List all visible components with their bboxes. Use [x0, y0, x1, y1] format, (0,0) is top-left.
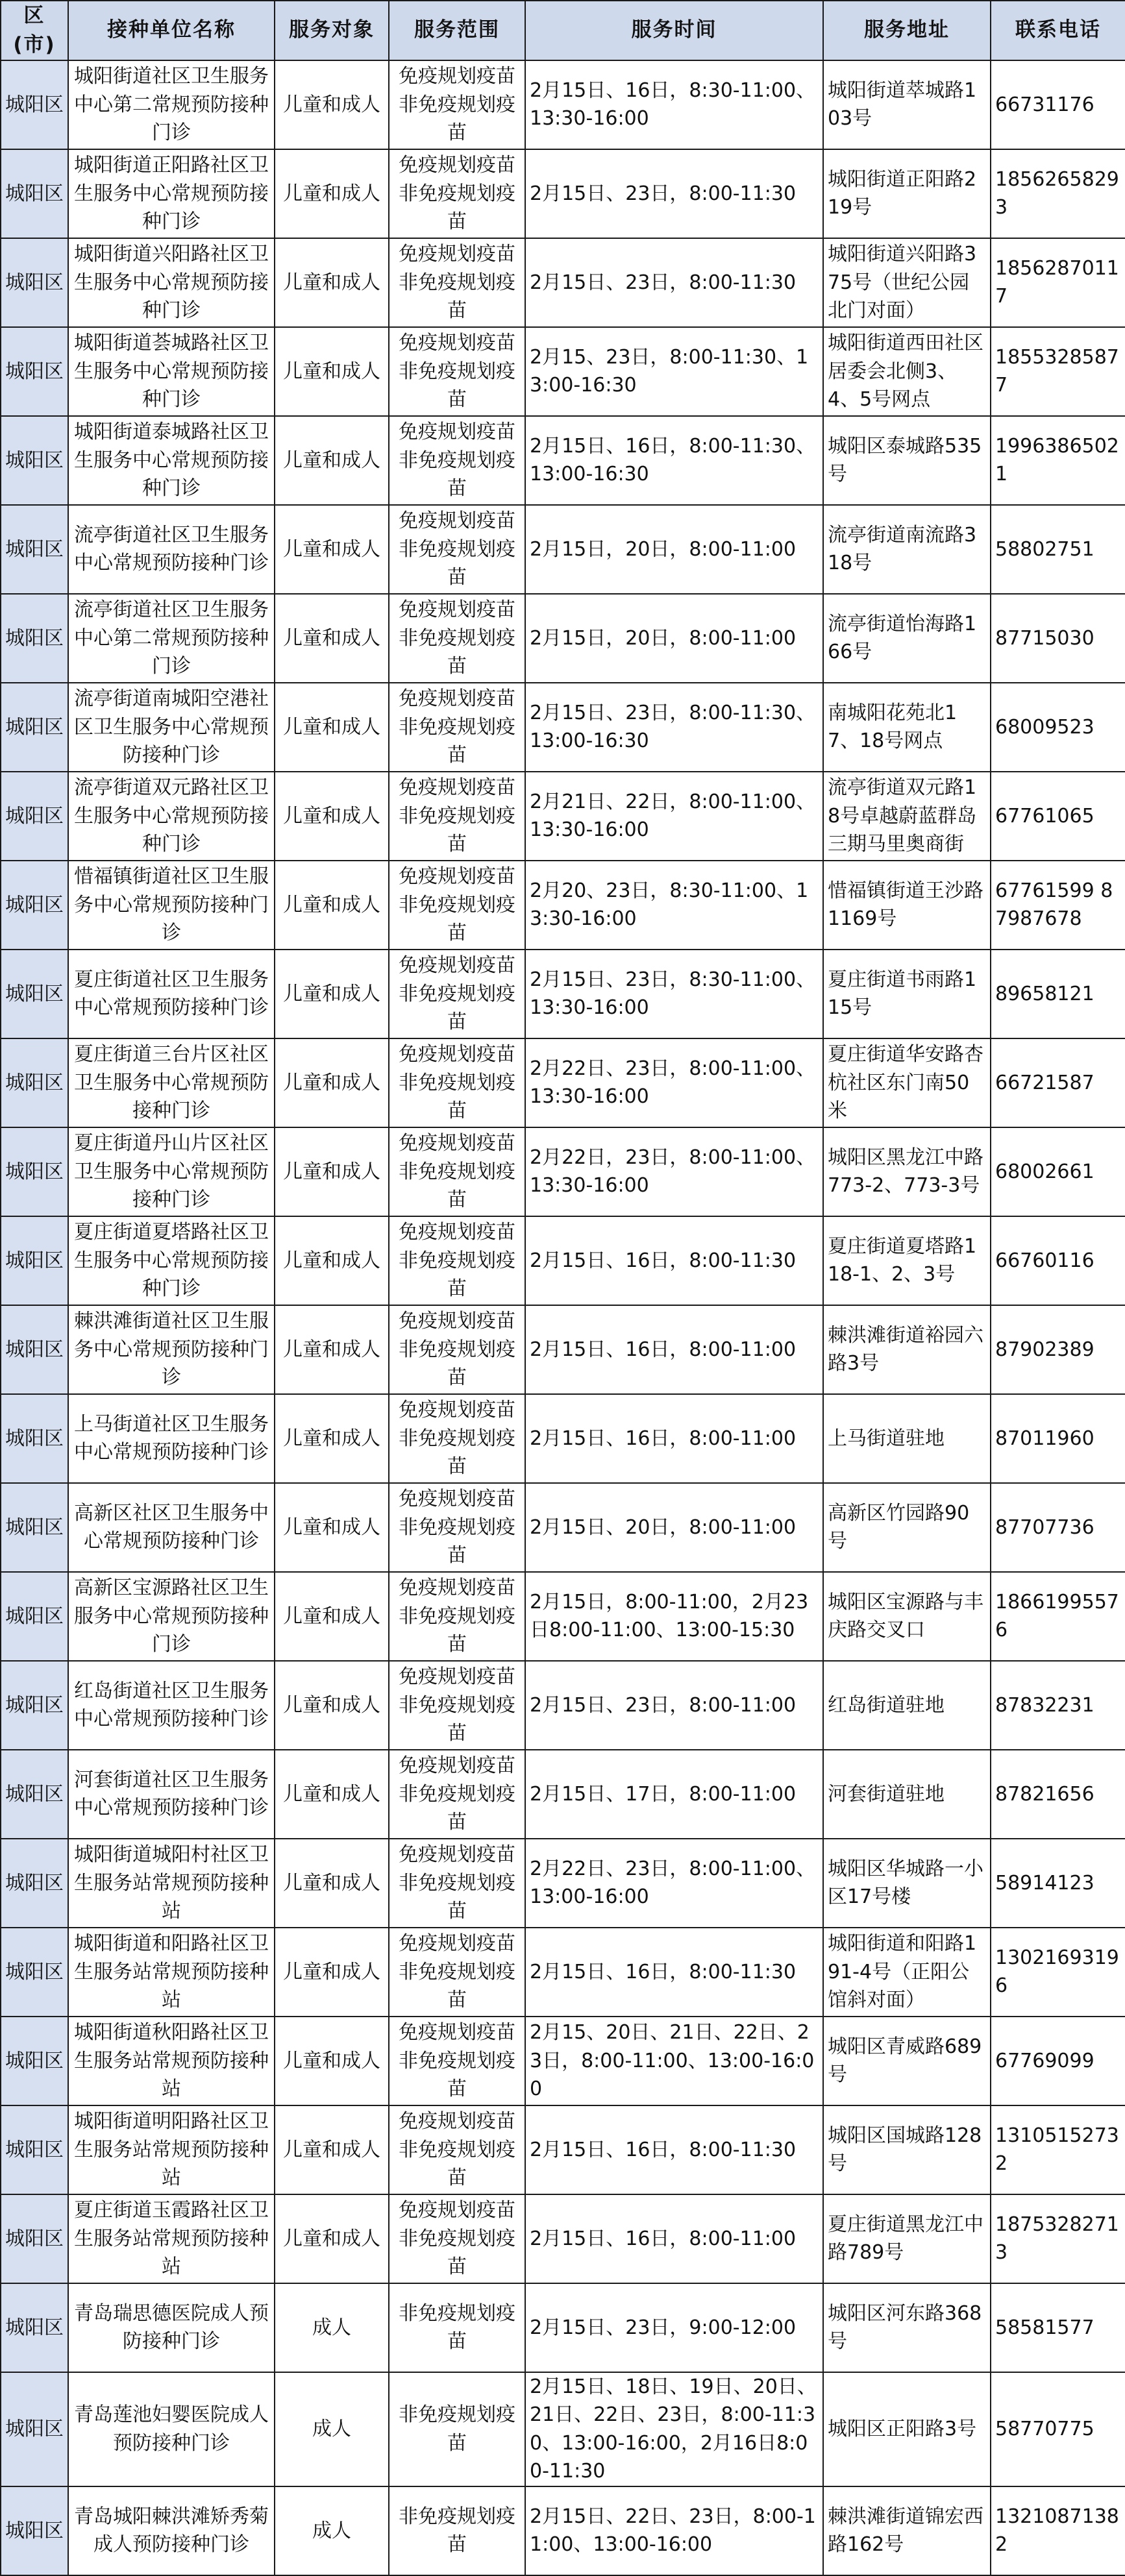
- table-row: [1, 683, 1125, 772]
- district-cell: 城阳区: [1, 327, 68, 416]
- service-address-cell: 红岛街道驻地: [823, 1661, 991, 1750]
- service-target-cell: 儿童和成人: [275, 2194, 389, 2283]
- district-cell: 城阳区: [1, 416, 68, 505]
- service-scope-cell: 免疫规划疫苗非免疫规划疫苗: [389, 1038, 525, 1127]
- unit-name-cell: 棘洪滩街道社区卫生服务中心常规预防接种门诊: [68, 1305, 275, 1394]
- service-target-cell: 儿童和成人: [275, 149, 389, 238]
- table-row: [1, 1305, 1125, 1394]
- service-address-cell: 流亭街道双元路18号卓越蔚蓝群岛三期马里奥商街: [823, 772, 991, 861]
- service-address-cell: 城阳区黑龙江中路773-2、773-3号: [823, 1127, 991, 1216]
- unit-name-cell: 惜福镇街道社区卫生服务中心常规预防接种门诊: [68, 861, 275, 950]
- service-time-cell: 2月22日、23日，8:00-11:00、13:00-16:00: [525, 1839, 823, 1928]
- service-scope-cell: 免疫规划疫苗非免疫规划疫苗: [389, 683, 525, 772]
- service-scope-cell: 免疫规划疫苗非免疫规划疫苗: [389, 60, 525, 149]
- column-header-phone: 联系电话: [991, 1, 1125, 60]
- phone-cell: 18562870117: [991, 238, 1125, 327]
- table-row: [1, 1394, 1125, 1483]
- district-cell: 城阳区: [1, 1216, 68, 1305]
- service-scope-cell: 免疫规划疫苗非免疫规划疫苗: [389, 1661, 525, 1750]
- unit-name-cell: 城阳街道泰城路社区卫生服务中心常规预防接种门诊: [68, 416, 275, 505]
- service-scope-cell: 免疫规划疫苗非免疫规划疫苗: [389, 327, 525, 416]
- service-scope-cell: 免疫规划疫苗非免疫规划疫苗: [389, 1216, 525, 1305]
- district-cell: 城阳区: [1, 950, 68, 1038]
- service-target-cell: 儿童和成人: [275, 505, 389, 594]
- district-cell: 城阳区: [1, 1127, 68, 1216]
- service-time-cell: 2月21日、22日，8:00-11:00、13:30-16:00: [525, 772, 823, 861]
- service-time-cell: 2月15、23日，8:00-11:30、13:00-16:30: [525, 327, 823, 416]
- service-address-cell: 上马街道驻地: [823, 1394, 991, 1483]
- service-target-cell: 儿童和成人: [275, 1305, 389, 1394]
- district-cell: 城阳区: [1, 1305, 68, 1394]
- phone-cell: 66760116: [991, 1216, 1125, 1305]
- district-cell: 城阳区: [1, 1038, 68, 1127]
- service-address-cell: 城阳区河东路368号: [823, 2283, 991, 2372]
- service-time-cell: 2月22日、23日，8:00-11:00、13:30-16:00: [525, 1038, 823, 1127]
- table-row: [1, 1127, 1125, 1216]
- table-header: [1, 1, 1125, 60]
- phone-cell: 87715030: [991, 594, 1125, 683]
- service-target-cell: 儿童和成人: [275, 1216, 389, 1305]
- table-row: [1, 861, 1125, 950]
- unit-name-cell: 高新区宝源路社区卫生服务中心常规预防接种门诊: [68, 1572, 275, 1661]
- service-target-cell: 儿童和成人: [275, 1572, 389, 1661]
- service-time-cell: 2月15日、23日，9:00-12:00: [525, 2283, 823, 2372]
- service-time-cell: 2月15日、16日，8:00-11:30: [525, 1928, 823, 2017]
- service-time-cell: 2月15日、23日，8:00-11:00: [525, 1661, 823, 1750]
- service-target-cell: 成人: [275, 2283, 389, 2372]
- service-time-cell: 2月15日、16日，8:00-11:00: [525, 2194, 823, 2283]
- service-address-cell: 夏庄街道夏塔路118-1、2、3号: [823, 1216, 991, 1305]
- service-scope-cell: 免疫规划疫苗非免疫规划疫苗: [389, 238, 525, 327]
- phone-cell: 13105152732: [991, 2105, 1125, 2194]
- service-time-cell: 2月15日、22日、23日，8:00-11:00、13:00-16:00: [525, 2486, 823, 2575]
- unit-name-cell: 城阳街道兴阳路社区卫生服务中心常规预防接种门诊: [68, 238, 275, 327]
- district-cell: 城阳区: [1, 2194, 68, 2283]
- phone-cell: 58914123: [991, 1839, 1125, 1928]
- service-target-cell: 儿童和成人: [275, 1839, 389, 1928]
- service-scope-cell: 免疫规划疫苗非免疫规划疫苗: [389, 1572, 525, 1661]
- table-row: [1, 327, 1125, 416]
- phone-cell: 18562658293: [991, 149, 1125, 238]
- table-row: [1, 1572, 1125, 1661]
- service-target-cell: 儿童和成人: [275, 861, 389, 950]
- service-target-cell: 儿童和成人: [275, 1038, 389, 1127]
- service-time-cell: 2月20、23日，8:30-11:00、13:30-16:00: [525, 861, 823, 950]
- service-scope-cell: 免疫规划疫苗非免疫规划疫苗: [389, 1750, 525, 1839]
- column-header-address: 服务地址: [823, 1, 991, 60]
- service-address-cell: 城阳区泰城路535号: [823, 416, 991, 505]
- service-address-cell: 夏庄街道书雨路115号: [823, 950, 991, 1038]
- service-address-cell: 惜福镇街道王沙路1169号: [823, 861, 991, 950]
- table-row: [1, 1750, 1125, 1839]
- table-row: [1, 2017, 1125, 2105]
- service-target-cell: 儿童和成人: [275, 2105, 389, 2194]
- unit-name-cell: 流亭街道双元路社区卫生服务中心常规预防接种门诊: [68, 772, 275, 861]
- district-cell: 城阳区: [1, 1572, 68, 1661]
- phone-cell: 18753282713: [991, 2194, 1125, 2283]
- table-row: [1, 1038, 1125, 1127]
- service-target-cell: 儿童和成人: [275, 1127, 389, 1216]
- service-target-cell: 儿童和成人: [275, 1394, 389, 1483]
- service-address-cell: 城阳区国城路128号: [823, 2105, 991, 2194]
- service-address-cell: 城阳街道和阳路191-4号（正阳公馆斜对面）: [823, 1928, 991, 2017]
- unit-name-cell: 城阳街道明阳路社区卫生服务站常规预防接种站: [68, 2105, 275, 2194]
- service-scope-cell: 非免疫规划疫苗: [389, 2283, 525, 2372]
- service-time-cell: 2月15日，20日，8:00-11:00: [525, 594, 823, 683]
- phone-cell: 87821656: [991, 1750, 1125, 1839]
- phone-cell: 68002661: [991, 1127, 1125, 1216]
- phone-cell: 87707736: [991, 1483, 1125, 1572]
- service-target-cell: 儿童和成人: [275, 683, 389, 772]
- service-time-cell: 2月22日，23日，8:00-11:00、13:30-16:00: [525, 1127, 823, 1216]
- service-scope-cell: 免疫规划疫苗非免疫规划疫苗: [389, 772, 525, 861]
- service-address-cell: 城阳区宝源路与丰庆路交叉口: [823, 1572, 991, 1661]
- unit-name-cell: 城阳街道秋阳路社区卫生服务站常规预防接种站: [68, 2017, 275, 2105]
- service-scope-cell: 免疫规划疫苗非免疫规划疫苗: [389, 505, 525, 594]
- service-time-cell: 2月15日、16日，8:00-11:30、13:00-16:30: [525, 416, 823, 505]
- service-scope-cell: 免疫规划疫苗非免疫规划疫苗: [389, 416, 525, 505]
- service-scope-cell: 免疫规划疫苗非免疫规划疫苗: [389, 2105, 525, 2194]
- unit-name-cell: 城阳街道和阳路社区卫生服务站常规预防接种站: [68, 1928, 275, 2017]
- service-address-cell: 城阳街道兴阳路375号（世纪公园北门对面）: [823, 238, 991, 327]
- unit-name-cell: 青岛瑞思德医院成人预防接种门诊: [68, 2283, 275, 2372]
- service-address-cell: 城阳区正阳路3号: [823, 2372, 991, 2486]
- district-cell: 城阳区: [1, 2017, 68, 2105]
- unit-name-cell: 青岛莲池妇婴医院成人预防接种门诊: [68, 2372, 275, 2486]
- service-time-cell: 2月15日、23日，8:00-11:30、13:00-16:30: [525, 683, 823, 772]
- service-address-cell: 棘洪滩街道裕园六路3号: [823, 1305, 991, 1394]
- district-cell: 城阳区: [1, 2283, 68, 2372]
- service-address-cell: 河套街道驻地: [823, 1750, 991, 1839]
- service-target-cell: 儿童和成人: [275, 1661, 389, 1750]
- table-row: [1, 1483, 1125, 1572]
- column-header-target: 服务对象: [275, 1, 389, 60]
- phone-cell: 87832231: [991, 1661, 1125, 1750]
- service-target-cell: 儿童和成人: [275, 327, 389, 416]
- unit-name-cell: 青岛城阳棘洪滩矫秀菊成人预防接种门诊: [68, 2486, 275, 2575]
- service-scope-cell: 免疫规划疫苗非免疫规划疫苗: [389, 149, 525, 238]
- service-address-cell: 流亭街道南流路318号: [823, 505, 991, 594]
- service-scope-cell: 免疫规划疫苗非免疫规划疫苗: [389, 1394, 525, 1483]
- service-scope-cell: 免疫规划疫苗非免疫规划疫苗: [389, 950, 525, 1038]
- unit-name-cell: 夏庄街道社区卫生服务中心常规预防接种门诊: [68, 950, 275, 1038]
- district-cell: 城阳区: [1, 149, 68, 238]
- service-time-cell: 2月15日，8:00-11:00，2月23日8:00-11:00、13:00-15:30: [525, 1572, 823, 1661]
- service-target-cell: 儿童和成人: [275, 416, 389, 505]
- table-row: [1, 1661, 1125, 1750]
- table-body: [1, 60, 1125, 2575]
- table-row: [1, 60, 1125, 149]
- table-row: [1, 149, 1125, 238]
- service-address-cell: 城阳街道萃城路103号: [823, 60, 991, 149]
- table-row: [1, 238, 1125, 327]
- service-address-cell: 城阳街道正阳路219号: [823, 149, 991, 238]
- service-address-cell: 棘洪滩街道锦宏西路162号: [823, 2486, 991, 2575]
- phone-cell: 67769099: [991, 2017, 1125, 2105]
- phone-cell: 68009523: [991, 683, 1125, 772]
- district-cell: 城阳区: [1, 1483, 68, 1572]
- service-scope-cell: 免疫规划疫苗非免疫规划疫苗: [389, 1127, 525, 1216]
- phone-cell: 13210871382: [991, 2486, 1125, 2575]
- service-address-cell: 城阳街道西田社区居委会北侧3、4、5号网点: [823, 327, 991, 416]
- service-scope-cell: 非免疫规划疫苗: [389, 2372, 525, 2486]
- service-address-cell: 夏庄街道黑龙江中路789号: [823, 2194, 991, 2283]
- service-address-cell: 城阳区华城路一小区17号楼: [823, 1839, 991, 1928]
- phone-cell: 19963865021: [991, 416, 1125, 505]
- service-address-cell: 夏庄街道华安路杏杭社区东门南50米: [823, 1038, 991, 1127]
- service-target-cell: 成人: [275, 2486, 389, 2575]
- district-cell: 城阳区: [1, 683, 68, 772]
- unit-name-cell: 夏庄街道三台片区社区卫生服务中心常规预防接种门诊: [68, 1038, 275, 1127]
- unit-name-cell: 流亭街道社区卫生服务中心第二常规预防接种门诊: [68, 594, 275, 683]
- table-row: [1, 2486, 1125, 2575]
- district-cell: 城阳区: [1, 594, 68, 683]
- table-row: [1, 416, 1125, 505]
- phone-cell: 18553285877: [991, 327, 1125, 416]
- table-row: [1, 1928, 1125, 2017]
- unit-name-cell: 城阳街道社区卫生服务中心第二常规预防接种门诊: [68, 60, 275, 149]
- column-header-scope: 服务范围: [389, 1, 525, 60]
- phone-cell: 89658121: [991, 950, 1125, 1038]
- service-time-cell: 2月15日、16日，8:00-11:30: [525, 1216, 823, 1305]
- district-cell: 城阳区: [1, 2486, 68, 2575]
- district-cell: 城阳区: [1, 1839, 68, 1928]
- unit-name-cell: 上马街道社区卫生服务中心常规预防接种门诊: [68, 1394, 275, 1483]
- column-header-unit: 接种单位名称: [68, 1, 275, 60]
- phone-cell: 66721587: [991, 1038, 1125, 1127]
- service-address-cell: 城阳区青威路689号: [823, 2017, 991, 2105]
- service-address-cell: 流亭街道怡海路166号: [823, 594, 991, 683]
- district-cell: 城阳区: [1, 1661, 68, 1750]
- header-row: [1, 1, 1125, 60]
- service-scope-cell: 免疫规划疫苗非免疫规划疫苗: [389, 1839, 525, 1928]
- unit-name-cell: 流亭街道社区卫生服务中心常规预防接种门诊: [68, 505, 275, 594]
- service-scope-cell: 非免疫规划疫苗: [389, 2486, 525, 2575]
- service-time-cell: 2月15日、16日，8:00-11:00: [525, 1305, 823, 1394]
- unit-name-cell: 高新区社区卫生服务中心常规预防接种门诊: [68, 1483, 275, 1572]
- table-row: [1, 2283, 1125, 2372]
- unit-name-cell: 城阳街道荟城路社区卫生服务中心常规预防接种门诊: [68, 327, 275, 416]
- service-scope-cell: 免疫规划疫苗非免疫规划疫苗: [389, 1305, 525, 1394]
- table-row: [1, 1216, 1125, 1305]
- phone-cell: 13021693196: [991, 1928, 1125, 2017]
- service-time-cell: 2月15日、16日，8:30-11:00、13:30-16:00: [525, 60, 823, 149]
- table-row: [1, 1839, 1125, 1928]
- district-cell: 城阳区: [1, 1750, 68, 1839]
- unit-name-cell: 夏庄街道玉霞路社区卫生服务站常规预防接种站: [68, 2194, 275, 2283]
- service-address-cell: 南城阳花苑北17、18号网点: [823, 683, 991, 772]
- service-target-cell: 儿童和成人: [275, 2017, 389, 2105]
- table-row: [1, 2105, 1125, 2194]
- service-time-cell: 2月15日、23日，8:00-11:30: [525, 238, 823, 327]
- phone-cell: 87902389: [991, 1305, 1125, 1394]
- district-cell: 城阳区: [1, 60, 68, 149]
- table-row: [1, 505, 1125, 594]
- district-cell: 城阳区: [1, 861, 68, 950]
- service-scope-cell: 免疫规划疫苗非免疫规划疫苗: [389, 1928, 525, 2017]
- unit-name-cell: 城阳街道城阳村社区卫生服务站常规预防接种站: [68, 1839, 275, 1928]
- service-target-cell: 儿童和成人: [275, 772, 389, 861]
- service-time-cell: 2月15日、16日，8:00-11:00: [525, 1394, 823, 1483]
- table-row: [1, 2372, 1125, 2486]
- table-row: [1, 2194, 1125, 2283]
- phone-cell: 58581577: [991, 2283, 1125, 2372]
- service-target-cell: 儿童和成人: [275, 1750, 389, 1839]
- table-row: [1, 772, 1125, 861]
- district-cell: 城阳区: [1, 2372, 68, 2486]
- phone-cell: 67761599 87987678: [991, 861, 1125, 950]
- district-cell: 城阳区: [1, 505, 68, 594]
- service-time-cell: 2月15日、17日，8:00-11:00: [525, 1750, 823, 1839]
- phone-cell: 58802751: [991, 505, 1125, 594]
- service-scope-cell: 免疫规划疫苗非免疫规划疫苗: [389, 861, 525, 950]
- service-time-cell: 2月15日、23日，8:30-11:00、13:30-16:00: [525, 950, 823, 1038]
- column-header-district: 区(市): [1, 1, 68, 60]
- district-cell: 城阳区: [1, 1928, 68, 2017]
- unit-name-cell: 红岛街道社区卫生服务中心常规预防接种门诊: [68, 1661, 275, 1750]
- service-target-cell: 成人: [275, 2372, 389, 2486]
- service-time-cell: 2月15日，20日，8:00-11:00: [525, 505, 823, 594]
- phone-cell: 18661995576: [991, 1572, 1125, 1661]
- service-scope-cell: 免疫规划疫苗非免疫规划疫苗: [389, 2194, 525, 2283]
- table-row: [1, 950, 1125, 1038]
- unit-name-cell: 流亭街道南城阳空港社区卫生服务中心常规预防接种门诊: [68, 683, 275, 772]
- phone-cell: 87011960: [991, 1394, 1125, 1483]
- service-target-cell: 儿童和成人: [275, 1483, 389, 1572]
- service-target-cell: 儿童和成人: [275, 594, 389, 683]
- district-cell: 城阳区: [1, 2105, 68, 2194]
- unit-name-cell: 夏庄街道丹山片区社区卫生服务中心常规预防接种门诊: [68, 1127, 275, 1216]
- unit-name-cell: 城阳街道正阳路社区卫生服务中心常规预防接种门诊: [68, 149, 275, 238]
- service-scope-cell: 免疫规划疫苗非免疫规划疫苗: [389, 594, 525, 683]
- service-address-cell: 高新区竹园路90号: [823, 1483, 991, 1572]
- unit-name-cell: 河套街道社区卫生服务中心常规预防接种门诊: [68, 1750, 275, 1839]
- phone-cell: 67761065: [991, 772, 1125, 861]
- service-time-cell: 2月15日、23日，8:00-11:30: [525, 149, 823, 238]
- service-time-cell: 2月15日、18日、19日、20日、21日、22日、23日，8:00-11:30、13:00-16:00，2月16日8:00-11:30: [525, 2372, 823, 2486]
- service-target-cell: 儿童和成人: [275, 950, 389, 1038]
- service-scope-cell: 免疫规划疫苗非免疫规划疫苗: [389, 2017, 525, 2105]
- service-target-cell: 儿童和成人: [275, 238, 389, 327]
- district-cell: 城阳区: [1, 238, 68, 327]
- table-row: [1, 594, 1125, 683]
- unit-name-cell: 夏庄街道夏塔路社区卫生服务中心常规预防接种门诊: [68, 1216, 275, 1305]
- service-time-cell: 2月15、20日、21日、22日、23日，8:00-11:00、13:00-16:00: [525, 2017, 823, 2105]
- service-scope-cell: 免疫规划疫苗非免疫规划疫苗: [389, 1483, 525, 1572]
- service-target-cell: 儿童和成人: [275, 1928, 389, 2017]
- service-time-cell: 2月15日、16日，8:00-11:30: [525, 2105, 823, 2194]
- column-header-time: 服务时间: [525, 1, 823, 60]
- service-time-cell: 2月15日、20日，8:00-11:00: [525, 1483, 823, 1572]
- phone-cell: 58770775: [991, 2372, 1125, 2486]
- district-cell: 城阳区: [1, 1394, 68, 1483]
- phone-cell: 66731176: [991, 60, 1125, 149]
- district-cell: 城阳区: [1, 772, 68, 861]
- service-target-cell: 儿童和成人: [275, 60, 389, 149]
